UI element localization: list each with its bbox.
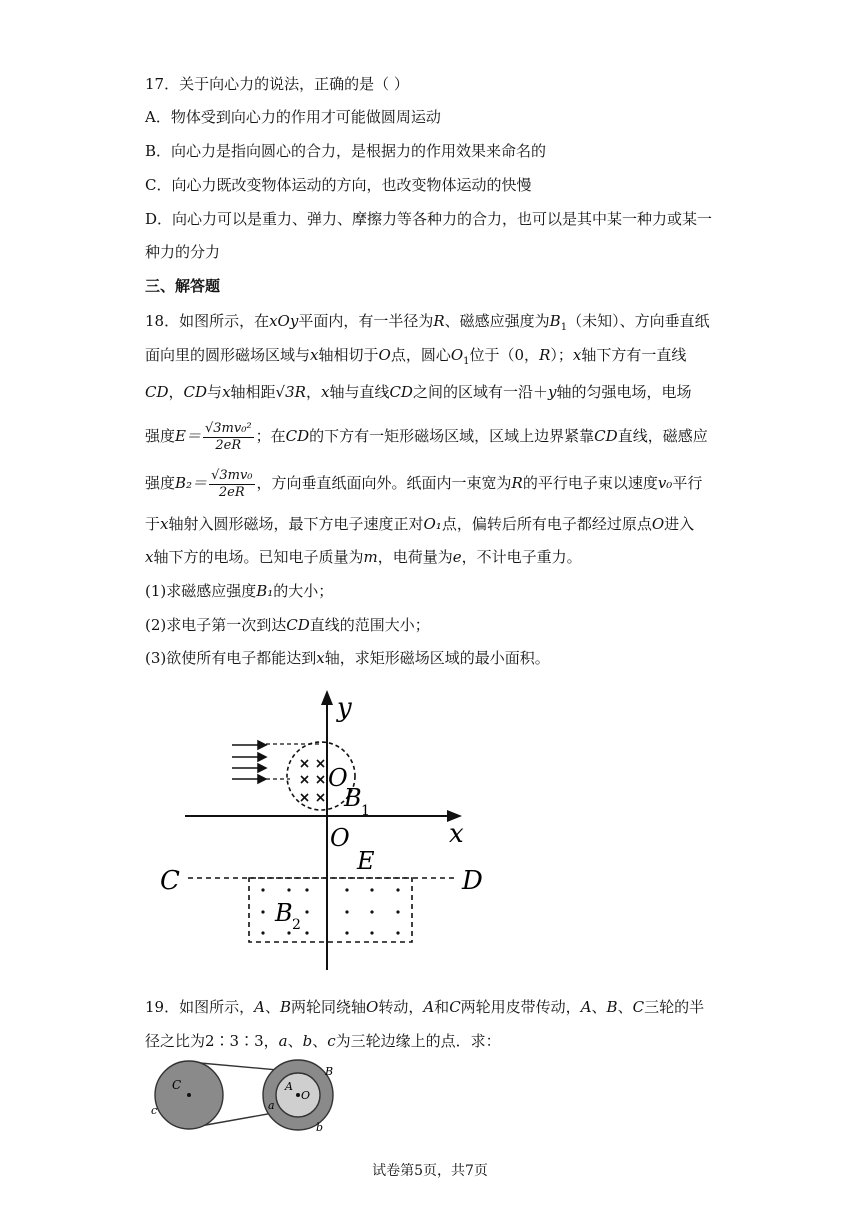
d-label: D [462,866,483,896]
b2-fraction: $\frac{\text{√3mv₀}}{2eR}$ [211,467,253,500]
q18-line4: 强度E＝ $\frac{\text{√3mv₀²}}{2eR}$ ；在CD的下方有一矩形磁场区域，区域上边界紧靠CD直线，磁感应 [145,420,708,453]
e-label: E [357,847,375,875]
b1-label: B [344,784,362,812]
o1-label: O [328,764,348,792]
wheel-c-center [187,1093,191,1097]
x-label: x [449,819,464,849]
axis-o [296,1093,300,1097]
q18-line6: 于x轴射入圆形磁场，最下方电子速度正对O₁点，偏转后所有电子都经过原点O进入 [145,515,695,533]
q18-line1: 18．如图所示，在xOy平面内，有一半径为R、磁感应强度为$B_1$（未知）、方向垂直纸 [145,312,710,333]
q17-stem: 17．关于向心力的说法，正确的是（ ） [145,75,409,93]
label-a-wheel: A [285,1080,293,1093]
c-label: C [160,866,180,896]
section-title: 三、解答题 [145,277,221,295]
q19-figure [145,1058,360,1140]
rect-field-b2 [249,878,412,942]
b2-sub: 2 [292,917,301,933]
q18-line2: 面向里的圆形磁场区域与x轴相切于O点，圆心$O_1$位于（0，R）；x轴下方有一直线 [145,346,687,367]
label-o-axis: O [301,1089,311,1102]
b2-label: B [275,899,293,927]
label-c-wheel: C [172,1078,182,1092]
label-b-wheel: B [325,1065,334,1078]
q17-option-b: B．向心力是指向圆心的合力，是根据力的作用效果来命名的 [145,142,547,160]
q17-option-c: C．向心力既改变物体运动的方向，也改变物体运动的快慢 [145,176,532,194]
label-c-point: c [151,1104,158,1117]
label-a-point: a [268,1099,275,1112]
origin-label: O [330,824,350,852]
electron-beam [232,741,266,783]
e-field-fraction: $\frac{\text{√3mv₀²}}{2eR}$ [204,420,252,453]
y-axis-arrow [321,690,333,705]
q18-line7: x轴下方的电场。已知电子质量为m，电荷量为e，不计电子重力。 [145,548,582,566]
q18-line5: 强度B₂＝ $\frac{\text{√3mv₀}}{2eR}$ ，方向垂直纸面向外。纸面内一束宽为R的平行电子束以速度v₀平行 [145,467,703,500]
q19-line1: 19．如图所示，A、B两轮同绕轴O转动，A和C两轮用皮带传动，A、B、C三轮的半 [145,998,705,1016]
q17-option-d: D．向心力可以是重力、弹力、摩擦力等各种力的合力，也可以是其中某一种力或某一 [145,210,713,228]
label-b-point: b [316,1121,324,1134]
field-into-page-crosses [301,760,324,801]
q18-line3: CD，CD与x轴相距√3R，x轴与直线CD之间的区域有一沿＋y轴的匀强电场，电场 [145,383,692,401]
b1-sub: 1 [361,803,370,819]
page-footer: 试卷第5页，共7页 [372,1163,488,1179]
q18-sub1: (1)求磁感应强度B₁的大小； [145,582,334,600]
q17-option-a: A．物体受到向心力的作用才可能做圆周运动 [145,108,441,126]
q18-sub3: (3)欲使所有电子都能达到x轴，求矩形磁场区域的最小面积。 [145,649,550,667]
q18-sub2: (2)求电子第一次到达CD直线的范围大小； [145,616,430,634]
q18-figure [150,685,510,975]
y-label: y [337,693,352,723]
q19-line2: 径之比为2∶3∶3，a、b、c为三轮边缘上的点．求： [145,1032,501,1050]
q17-option-d-cont: 种力的分力 [145,243,221,261]
